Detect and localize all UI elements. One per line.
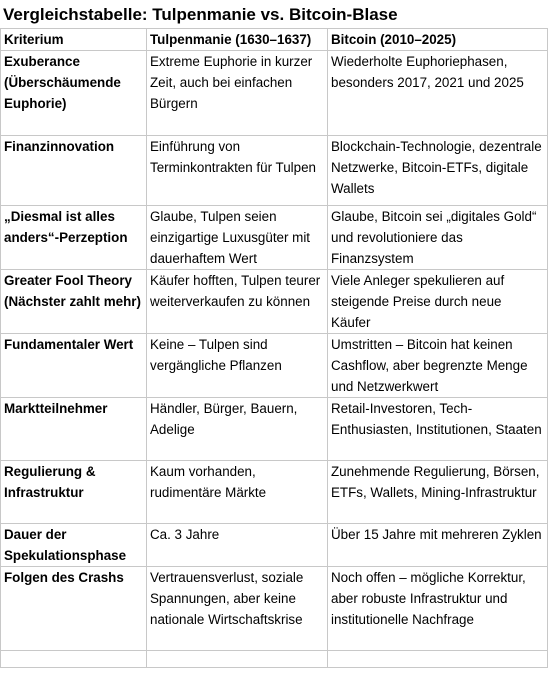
bitcoin-cell: Retail-Investoren, Tech-Enthusiasten, Institutionen, Staaten xyxy=(328,398,548,461)
table-row xyxy=(1,461,548,524)
tulip-cell: Glaube, Tulpen seien einzigartige Luxusgüter mit dauerhaftem Wert xyxy=(147,206,328,270)
bitcoin-cell: Wiederholte Euphoriephasen, besonders 2017, 2021 und 2025 xyxy=(328,51,548,136)
empty-table-row xyxy=(1,651,548,668)
tulip-cell: Einführung von Terminkontrakten für Tulpen xyxy=(147,136,328,206)
tulip-cell: Ca. 3 Jahre xyxy=(147,524,328,567)
bitcoin-cell: Viele Anleger spekulieren auf steigende Preise durch neue Käufer xyxy=(328,270,548,334)
bitcoin-cell: Glaube, Bitcoin sei „digitales Gold“ und revolutioniere das Finanzsystem xyxy=(328,206,548,270)
criterion-cell: „Diesmal ist alles anders“-Perzeption xyxy=(1,206,147,270)
tulip-cell: Extreme Euphorie in kurzer Zeit, auch bei einfachen Bürgern xyxy=(147,51,328,136)
bitcoin-cell: Umstritten – Bitcoin hat keinen Cashflow, aber begrenzte Menge und Netzwerkwert xyxy=(328,334,548,398)
empty-cell xyxy=(1,651,147,668)
column-header-bitcoin: Bitcoin (2010–2025) xyxy=(328,29,548,51)
table-row xyxy=(1,136,548,206)
table-row xyxy=(1,524,548,567)
criterion-cell: Exuberance (Überschäumende Euphorie) xyxy=(1,51,147,136)
tulip-cell: Händler, Bürger, Bauern, Adelige xyxy=(147,398,328,461)
criterion-cell: Greater Fool Theory (Nächster zahlt mehr) xyxy=(1,270,147,334)
tulip-cell: Käufer hofften, Tulpen teurer weiterverkaufen zu können xyxy=(147,270,328,334)
tulip-cell: Vertrauensverlust, soziale Spannungen, aber keine nationale Wirtschaftskrise xyxy=(147,567,328,651)
table-row xyxy=(1,51,548,136)
criterion-cell: Dauer der Spekulationsphase xyxy=(1,524,147,567)
criterion-cell: Folgen des Crashs xyxy=(1,567,147,651)
bitcoin-cell: Noch offen – mögliche Korrektur, aber robuste Infrastruktur und institutionelle Nachfrage xyxy=(328,567,548,651)
comparison-table xyxy=(0,28,548,668)
table-row xyxy=(1,567,548,651)
criterion-cell: Fundamentaler Wert xyxy=(1,334,147,398)
criterion-cell: Marktteilnehmer xyxy=(1,398,147,461)
tulip-cell: Kaum vorhanden, rudimentäre Märkte xyxy=(147,461,328,524)
table-row xyxy=(1,206,548,270)
criterion-cell: Finanzinnovation xyxy=(1,136,147,206)
criterion-cell: Regulierung & Infrastruktur xyxy=(1,461,147,524)
header-row xyxy=(1,29,548,51)
bitcoin-cell: Über 15 Jahre mit mehreren Zyklen xyxy=(328,524,548,567)
column-header-criterion: Kriterium xyxy=(1,29,147,51)
bitcoin-cell: Blockchain-Technologie, dezentrale Netzwerke, Bitcoin-ETFs, digitale Wallets xyxy=(328,136,548,206)
empty-cell xyxy=(147,651,328,668)
table-row xyxy=(1,398,548,461)
table-title: Vergleichstabelle: Tulpenmanie vs. Bitcoin-Blase xyxy=(3,5,398,24)
table-row xyxy=(1,270,548,334)
column-header-tulip: Tulpenmanie (1630–1637) xyxy=(147,29,328,51)
bitcoin-cell: Zunehmende Regulierung, Börsen, ETFs, Wallets, Mining-Infrastruktur xyxy=(328,461,548,524)
tulip-cell: Keine – Tulpen sind vergängliche Pflanzen xyxy=(147,334,328,398)
empty-cell xyxy=(328,651,548,668)
table-row xyxy=(1,334,548,398)
